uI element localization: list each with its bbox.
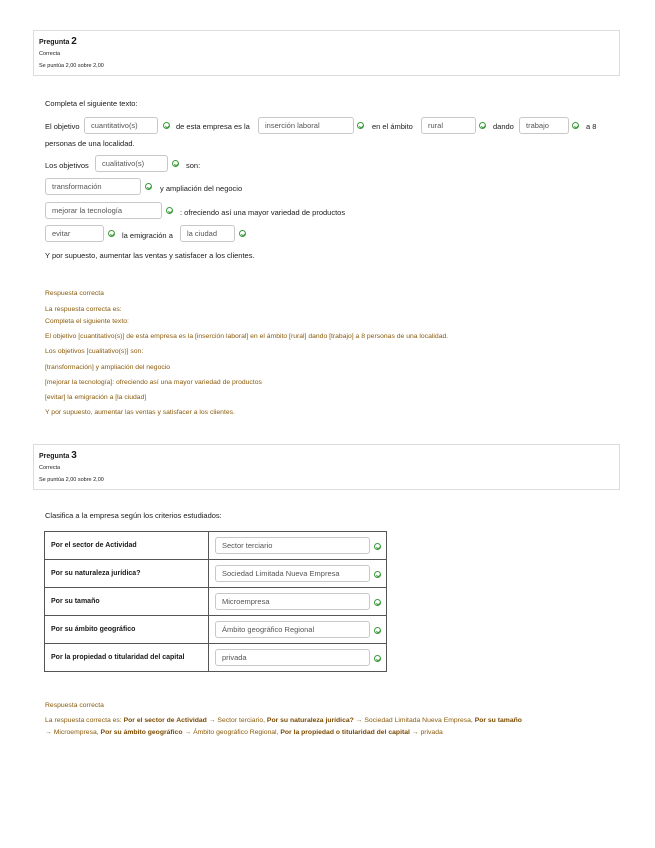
text-en-el-ambito: en el ámbito [372, 122, 413, 131]
text-el-objetivo: El objetivo [45, 122, 80, 131]
answer-field-insercion[interactable]: inserción laboral [258, 117, 354, 134]
answer-select[interactable]: Sociedad Limitada Nueva Empresa [215, 565, 370, 582]
answer-field-tecnologia[interactable]: mejorar la tecnología [45, 202, 162, 219]
correct-check-icon [239, 230, 246, 237]
question-3-info [33, 444, 620, 490]
text-ofreciendo: : ofreciendo así una mayor variedad de productos [180, 208, 346, 217]
answer-field-transformacion[interactable]: transformación [45, 178, 141, 195]
q3-feedback-line-1: La respuesta correcta es: Por el sector de Actividad → Sector terciario, Por su naturaleza jurídica? → Sociedad Limitada Nueva Empresa, Por su tamaño [45, 717, 522, 724]
correct-check-icon [145, 183, 152, 190]
correct-check-icon [374, 599, 381, 606]
question-3-state: Correcta [39, 465, 61, 471]
correct-check-icon [374, 655, 381, 662]
answer-select[interactable]: privada [215, 649, 370, 666]
table-row [45, 560, 387, 588]
table-row [45, 532, 387, 560]
question-3-prompt: Clasifica a la empresa según los criterios estudiados: [45, 511, 222, 520]
q2-feedback-intro: La respuesta correcta es: [45, 306, 122, 313]
text-dando: dando [493, 122, 514, 131]
q2-feedback-line: Y por supuesto, aumentar las ventas y satisfacer a los clientes. [45, 409, 235, 416]
correct-check-icon [166, 207, 173, 214]
row-label: Por su tamaño [45, 588, 209, 616]
answer-select[interactable]: Microempresa [215, 593, 370, 610]
correct-check-icon [572, 122, 579, 129]
answer-field-ciudad[interactable]: la ciudad [180, 225, 235, 242]
table-row [45, 588, 387, 616]
question-2-grade: Se puntúa 2,00 sobre 2,00 [39, 63, 104, 69]
answer-field-cualitativo[interactable]: cualitativo(s) [95, 155, 168, 172]
text-y-por-supuesto: Y por supuesto, aumentar las ventas y satisfacer a los clientes. [45, 251, 255, 260]
question-2-state: Correcta [39, 51, 61, 57]
answer-select[interactable]: Ámbito geográfico Regional [215, 621, 370, 638]
text-de-esta-empresa: de esta empresa es la [176, 122, 250, 131]
q3-feedback-heading: Respuesta correcta [45, 702, 104, 709]
correct-check-icon [374, 627, 381, 634]
text-a-8: a 8 [586, 122, 597, 131]
text-ampliacion: y ampliación del negocio [160, 184, 243, 193]
correct-check-icon [172, 160, 179, 167]
question-2-info [33, 30, 620, 76]
question-2-title: Pregunta 2 [39, 36, 77, 47]
table-row [45, 644, 387, 672]
q2-feedback-line: [evitar] la emigración a [la ciudad] [45, 394, 147, 401]
classification-table [44, 531, 387, 672]
correct-check-icon [479, 122, 486, 129]
table-row [45, 616, 387, 644]
answer-field-evitar[interactable]: evitar [45, 225, 104, 242]
row-label: Por su naturaleza jurídica? [45, 560, 209, 588]
text-personas: personas de una localidad. [45, 139, 135, 148]
text-los-objetivos: Los objetivos [45, 161, 89, 170]
correct-check-icon [163, 122, 170, 129]
q2-feedback-heading: Respuesta correcta [45, 290, 104, 297]
question-3-grade: Se puntúa 2,00 sobre 2,00 [39, 477, 104, 483]
answer-field-dando[interactable]: trabajo [519, 117, 569, 134]
question-3-title: Pregunta 3 [39, 450, 77, 461]
correct-check-icon [108, 230, 115, 237]
answer-field-ambito[interactable]: rural [421, 117, 476, 134]
correct-check-icon [374, 543, 381, 550]
question-2-prompt: Completa el siguiente texto: [45, 99, 138, 108]
q2-feedback-line: Los objetivos [cualitativo(s)] son: [45, 348, 144, 355]
correct-check-icon [374, 571, 381, 578]
correct-check-icon [357, 122, 364, 129]
row-label: Por el sector de Actividad [45, 532, 209, 560]
answer-field-objetivo[interactable]: cuantitativo(s) [84, 117, 158, 134]
text-la-emigracion: la emigración a [122, 231, 173, 240]
text-son: son: [186, 161, 201, 170]
q2-feedback-line: [transformación] y ampliación del negocio [45, 364, 171, 371]
q2-feedback-line: [mejorar la tecnología]: ofreciendo así una mayor variedad de productos [45, 379, 262, 386]
q2-feedback-line: Completa el siguiente texto: [45, 318, 129, 325]
row-label: Por su ámbito geográfico [45, 616, 209, 644]
q3-feedback-line-2: → Microempresa, Por su ámbito geográfico → Ámbito geográfico Regional, Por la propiedad o titularidad del capital → privada [45, 729, 443, 736]
answer-select[interactable]: Sector terciario [215, 537, 370, 554]
q2-feedback-line: El objetivo [cuantitativo(s)] de esta empresa es la [inserción laboral] en el ámbito [rural] dando [trabajo] a 8 personas de una localidad. [45, 333, 449, 340]
row-label: Por la propiedad o titularidad del capital [45, 644, 209, 672]
